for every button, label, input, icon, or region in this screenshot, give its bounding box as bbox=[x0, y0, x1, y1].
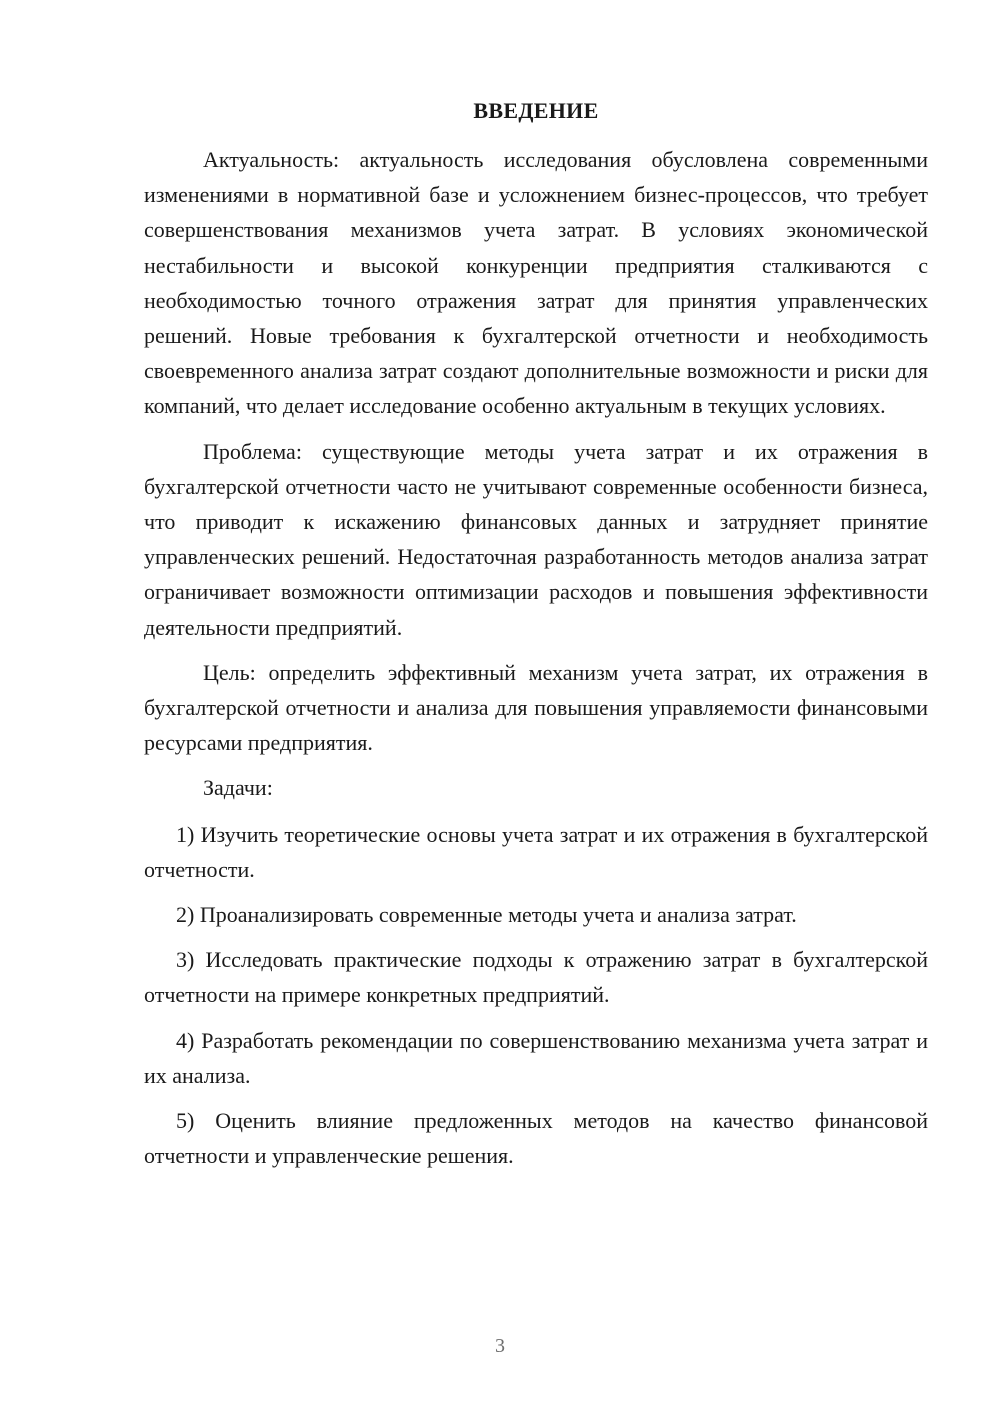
list-item: 1) Изучить теоретические основы учета затрат и их отражения в бухгалтерской отчетности. bbox=[144, 821, 928, 882]
tasks-list bbox=[144, 817, 928, 1174]
page-number: 3 bbox=[495, 1335, 505, 1357]
list-item: 2) Проанализировать современные методы учета и анализа затрат. bbox=[176, 902, 797, 928]
list-item: 5) Оценить влияние предложенных методов на качество финансовой отчетности и управленческие решения. bbox=[144, 1108, 928, 1169]
list-item: 3) Исследовать практические подходы к отражению затрат в бухгалтерской отчетности на примере конкретных предприятий. bbox=[144, 947, 928, 1008]
document-page bbox=[144, 96, 928, 1183]
relevance-paragraph: Актуальность: актуальность исследования обусловлена современными изменениями в нормативной базе и усложнением бизнес-процессов, что требует совершенствования механизмов учета затрат. В условиях экономической нестабильности и высокой конкуренции предприятия сталкиваются с необходимостью точного отражения затрат для принятия управленческих решений. Новые требования к бухгалтерской отчетности и необходимость своевременного анализа затрат создают дополнительные возможности и риски для компаний, что делает исследование особенно актуальным в текущих условиях. bbox=[144, 147, 928, 419]
goal-paragraph: Цель: определить эффективный механизм учета затрат, их отражения в бухгалтерской отчетности и анализа для повышения управляемости финансовыми ресурсами предприятия. bbox=[144, 659, 928, 756]
problem-paragraph: Проблема: существующие методы учета затрат и их отражения в бухгалтерской отчетности часто не учитывают современные особенности бизнеса, что приводит к искажению финансовых данных и затрудняет принятие управленческих решений. Недостаточная разработанность методов анализа затрат ограничивает возможности оптимизации расходов и повышения эффективности деятельности предприятий. bbox=[144, 438, 928, 640]
tasks-heading: Задачи: bbox=[203, 775, 273, 801]
list-item: 4) Разработать рекомендации по совершенствованию механизма учета затрат и их анализа. bbox=[144, 1027, 928, 1088]
page-title: ВВЕДЕНИЕ bbox=[473, 98, 599, 123]
